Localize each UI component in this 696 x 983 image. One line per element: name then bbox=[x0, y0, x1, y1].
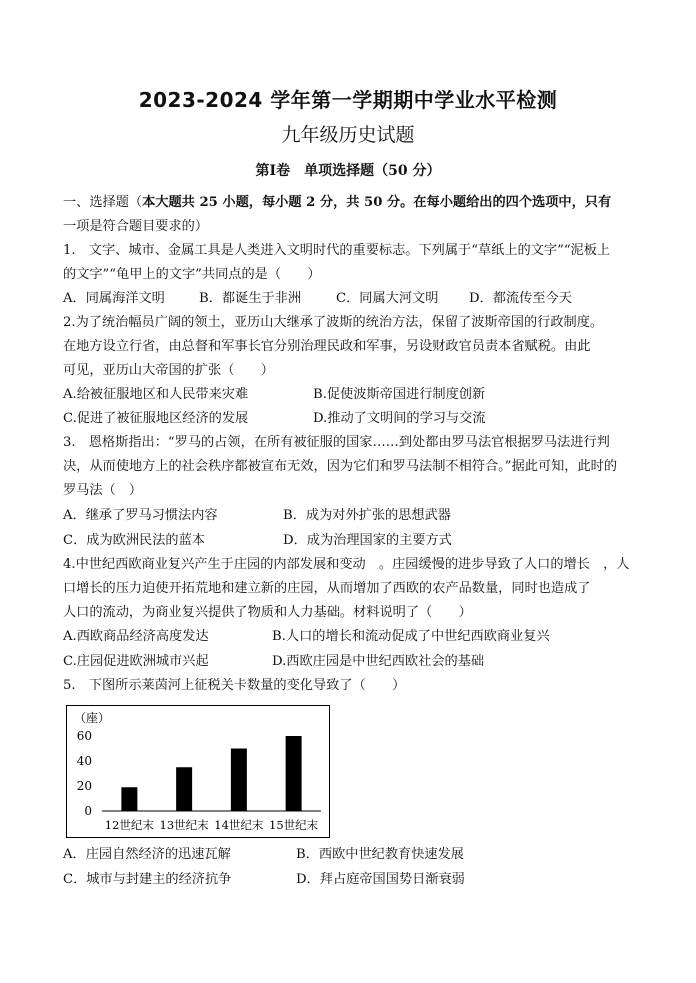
q4-option-d: D.西欧庄园是中世纪西欧社会的基础 bbox=[272, 654, 485, 669]
q3-line-3: 罗马法（ ） bbox=[63, 483, 143, 498]
x-tick-label: 13世纪末 bbox=[159, 818, 209, 832]
y-tick-label: 60 bbox=[76, 729, 92, 743]
instructions-line-1: 一、选择题（本大题共 25 小题，每小题 2 分，共 50 分。在每小题给出的四个选项中，只有 bbox=[63, 195, 612, 210]
q2-option-c: C.促进了被征服地区经济的发展 bbox=[63, 411, 249, 426]
q3-option-b: B．成为对外扩张的思想武器 bbox=[283, 508, 451, 523]
x-tick-label: 15世纪末 bbox=[269, 818, 319, 832]
q2-option-d: D.推动了文明间的学习与交流 bbox=[313, 411, 486, 426]
section-heading: 第Ⅰ卷 单项选择题（50 分） bbox=[255, 163, 441, 179]
y-tick-label: 40 bbox=[76, 754, 92, 768]
y-tick-label: 0 bbox=[84, 804, 92, 818]
q5-option-a: A．庄园自然经济的迅速瓦解 bbox=[63, 847, 231, 862]
q1-option-d: D．都流传至今天 bbox=[469, 291, 572, 306]
q2-option-a: A.给被征服地区和人民带来灾难 bbox=[63, 387, 249, 402]
q1-option-c: C．同属大河文明 bbox=[336, 291, 439, 306]
instructions-line-2: 一项是符合题目要求的） bbox=[63, 219, 209, 234]
q2-line-2: 在地方设立行省，由总督和军事长官分别治理民政和军事，另设财政官员责本省赋税。由此 bbox=[63, 339, 591, 354]
q4-option-b: B.人口的增长和流动促成了中世纪西欧商业复兴 bbox=[272, 629, 550, 644]
q3-option-c: C．成为欧洲民法的蓝本 bbox=[63, 533, 205, 548]
x-tick-label: 14世纪末 bbox=[214, 818, 264, 832]
q5-option-c: C．城市与封建主的经济抗争 bbox=[63, 872, 232, 887]
q1-option-b: B．都诞生于非洲 bbox=[199, 291, 302, 306]
q4-option-a: A.西欧商品经济高度发达 bbox=[63, 629, 209, 644]
q4-line-2: 口增长的压力迫使开拓荒地和建立新的庄园，从而增加了西欧的农产品数量，同时也造成了 bbox=[63, 581, 591, 596]
q2-line-1: 2.为了统治幅员广阔的领土，亚历山大继承了波斯的统治方法，保留了波斯帝国的行政制度。 bbox=[63, 315, 604, 330]
y-tick-label: 20 bbox=[76, 779, 92, 793]
q5-option-b: B．西欧中世纪教育快速发展 bbox=[296, 847, 464, 862]
bar bbox=[231, 749, 247, 812]
toll-stations-chart bbox=[66, 705, 330, 838]
q3-option-d: D．成为治理国家的主要方式 bbox=[283, 533, 452, 548]
chart-svg bbox=[66, 705, 330, 838]
q3-option-a: A．继承了罗马习惯法内容 bbox=[63, 508, 218, 523]
q5-option-d: D．拜占庭帝国国势日渐衰弱 bbox=[296, 872, 465, 887]
q1-option-a: A．同属海洋文明 bbox=[63, 291, 165, 306]
q5-line-1: 5. 下图所示莱茵河上征税关卡数量的变化导致了（ ） bbox=[63, 678, 406, 693]
q2-line-3: 可见，亚历山大帝国的扩张（ ） bbox=[63, 363, 274, 378]
q4-line-1: 4.中世纪西欧商业复兴产生于庄园的内部发展和变动 。庄园缓慢的进步导致了人口的增长 ，人 bbox=[63, 557, 630, 572]
q3-line-1: 3. 恩格斯指出：“罗马的占领，在所有被征服的国家……到处都由罗马法官根据罗马法进行判 bbox=[63, 435, 610, 450]
q4-option-c: C.庄园促进欧洲城市兴起 bbox=[63, 654, 209, 669]
q1-line-2: 的文字”“龟甲上的文字”共同点的是（ ） bbox=[63, 267, 321, 282]
q4-line-3: 人口的流动，为商业复兴提供了物质和人力基础。材料说明了（ ） bbox=[63, 605, 472, 620]
exam-subtitle: 九年级历史试题 bbox=[281, 124, 415, 146]
bar bbox=[176, 767, 192, 811]
bar bbox=[121, 787, 137, 811]
q3-line-2: 决，从而使地方上的社会秩序都被宣布无效，因为它们和罗马法制不相符合。”据此可知，此时的 bbox=[63, 459, 618, 474]
q1-line-1: 1. 文字、城市、金属工具是人类进入文明时代的重要标志。下列属于“草纸上的文字”“泥板上 bbox=[63, 243, 611, 258]
chart-unit-label: （座） bbox=[74, 711, 111, 725]
exam-title: 2023-2024 学年第一学期期中学业水平检测 bbox=[138, 88, 558, 112]
q2-option-b: B.促使波斯帝国进行制度创新 bbox=[313, 387, 486, 402]
x-tick-label: 12世纪末 bbox=[104, 818, 154, 832]
bar bbox=[286, 736, 302, 811]
